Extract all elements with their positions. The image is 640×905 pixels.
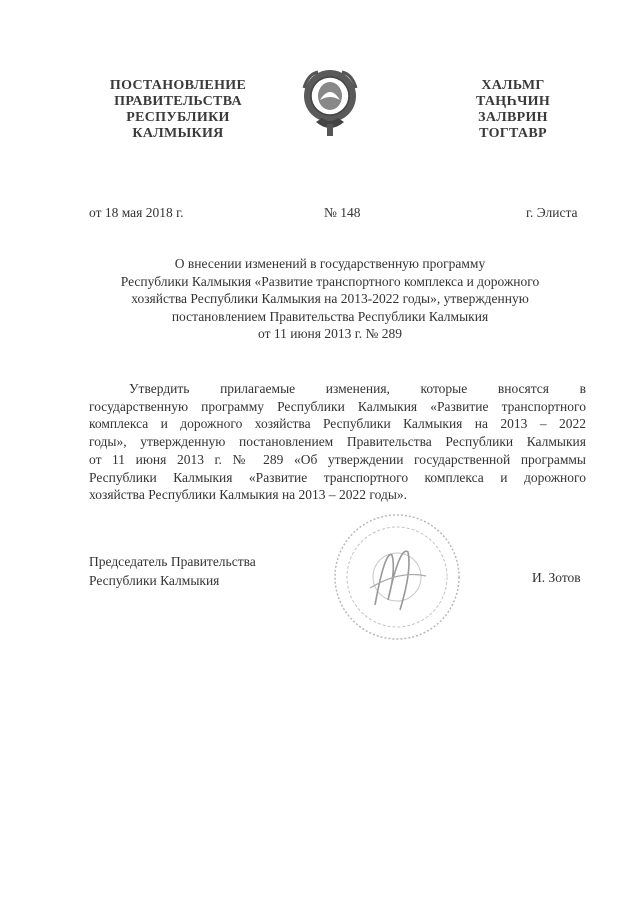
header-left-line: КАЛМЫКИЯ bbox=[132, 126, 224, 141]
title-line: Республики Калмыкия «Развитие транспортного комплекса и дорожного bbox=[120, 273, 540, 289]
header-right-line: ТОГТАВР bbox=[479, 126, 547, 141]
header-right-line: ТАҢҺЧИН bbox=[475, 94, 551, 109]
body-line: годы», утвержденную постановлением Правительства Республики Калмыкия bbox=[89, 434, 586, 450]
header-left-line: ПОСТАНОВЛЕНИЕ bbox=[109, 78, 247, 93]
kalmykia-emblem-icon bbox=[298, 60, 362, 144]
body-line: Утвердить прилагаемые изменения, которые вносятся в bbox=[129, 381, 586, 396]
body-line: хозяйства Республики Калмыкия на 2013 – 2022 годы». bbox=[89, 487, 408, 503]
header-left-line: ПРАВИТЕЛЬСТВА bbox=[114, 94, 242, 109]
body-line: комплекса и дорожного хозяйства Республики Калмыкия на 2013 – 2022 bbox=[89, 416, 586, 432]
signatory-position-line: Республики Калмыкия bbox=[89, 573, 220, 588]
header-left-title bbox=[92, 78, 264, 142]
signatory-position-line: Председатель Правительства bbox=[89, 554, 256, 569]
title-line: хозяйства Республики Калмыкия на 2013-2022 годы», утвержденную bbox=[131, 291, 529, 306]
body-line: Республики Калмыкия «Развитие транспортного комплекса и дорожного bbox=[89, 469, 586, 485]
signatory-position bbox=[89, 552, 256, 590]
title-line: от 11 июня 2013 г. № 289 bbox=[258, 326, 402, 341]
signatory-name: И. Зотов bbox=[532, 570, 581, 585]
header-left-line: РЕСПУБЛИКИ bbox=[126, 110, 230, 125]
title-line: постановлением Правительства Республики Калмыкия bbox=[171, 308, 489, 324]
document-body bbox=[89, 380, 586, 504]
document-number: № 148 bbox=[324, 205, 361, 220]
header-right-line: ЗАЛВРИН bbox=[478, 110, 548, 125]
official-seal-signature-icon bbox=[330, 510, 465, 645]
document-city: г. Элиста bbox=[526, 205, 578, 220]
body-line: государственную программу Республики Калмыкия «Развитие транспортного bbox=[89, 398, 586, 414]
body-line: от 11 июня 2013 г. № 289 «Об утверждении государственной программы bbox=[89, 451, 586, 467]
document-date: от 18 мая 2018 г. bbox=[89, 205, 184, 220]
header-right-line: ХАЛЬМГ bbox=[481, 78, 545, 93]
document-title bbox=[80, 255, 580, 343]
header-right-title bbox=[458, 78, 568, 142]
title-line: О внесении изменений в государственную программу bbox=[174, 256, 486, 271]
